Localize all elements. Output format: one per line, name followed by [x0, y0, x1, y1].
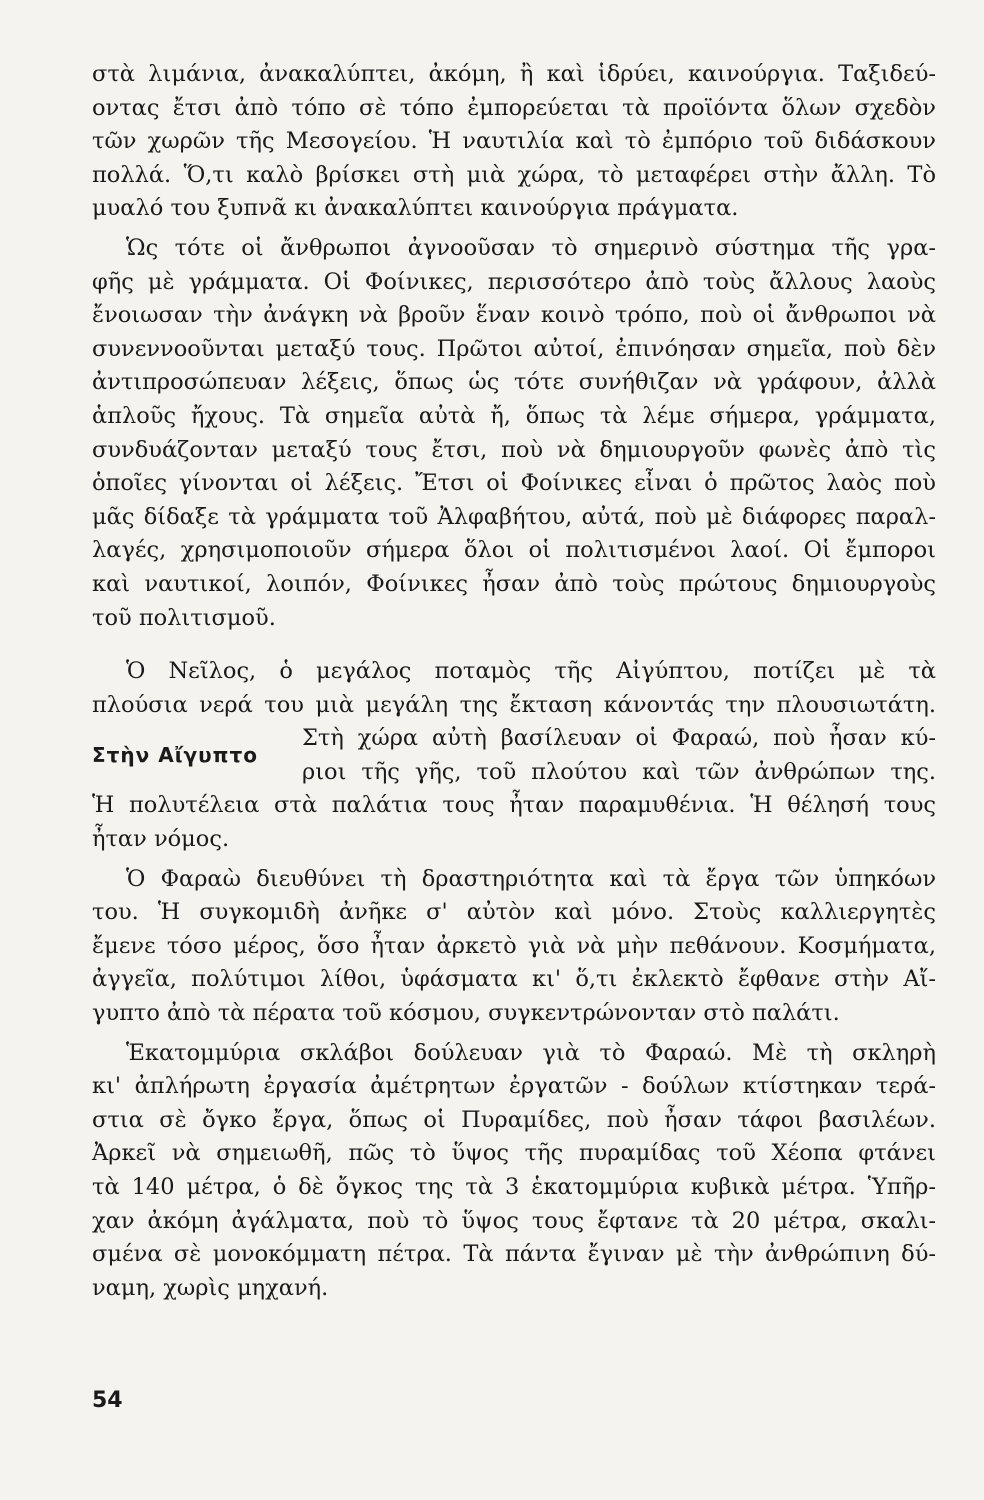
text-line: μυαλό του ξυπνᾶ κι ἀνακαλύπτει καινούργια πράγματα. [92, 195, 739, 222]
text-line: τὰ 140 μέτρα, ὁ δὲ ὄγκος της τὰ 3 ἑκατομμύρια κυβικὰ μέτρα. Ὑπῆρ- [92, 1174, 936, 1200]
text-line: χαν ἀκόμη ἀγάλματα, ποὺ τὸ ὕψος τους ἔφτανε τὰ 20 μέτρα, σκαλι- [92, 1207, 936, 1234]
text-line: Ἡ πολυτέλεια στὰ παλάτια τους ἦταν παραμυθένια. Ἡ θέλησή τους [92, 792, 936, 819]
text-line: ἦταν νόμος. [92, 826, 230, 853]
text-line: οντας ἔτσι ἀπὸ τόπο σὲ τόπο ἐμπορεύεται τὰ προϊόντα ὅλων σχεδὸν [92, 94, 936, 121]
page-number: 54 [92, 1388, 123, 1413]
paragraph-nile [92, 655, 936, 857]
text-line: λαγές, χρησιμοποιοῦν σήμερα ὅλοι οἱ πολιτισμένοι λαοί. Οἱ ἔμποροι [92, 537, 936, 564]
text-line: καὶ ναυτικοί, λοιπόν, Φοίνικες ἦσαν ἀπὸ τοὺς πρώτους δημιουργοὺς [92, 570, 936, 597]
text-line: Ὁ Νεῖλος, ὁ μεγάλος ποταμὸς τῆς Αἰγύπτου, ποτίζει μὲ τὰ [126, 658, 936, 685]
text-line: πολλά. Ὅ,τι καλὸ βρίσκει στὴ μιὰ χώρα, τὸ μεταφέρει στὴν ἄλλη. Τὸ [92, 161, 936, 188]
text-line: του. Ἡ συγκομιδὴ ἀνῆκε σ' αὐτὸν καὶ μόνο. Στοὺς καλλιεργητὲς [92, 899, 936, 926]
text-line: ἁπλοῦς ἤχους. Τὰ σημεῖα αὐτὰ ἤ, ὅπως τὰ λέμε σήμερα, γράμματα, [92, 402, 936, 429]
text-line: ἀγγεῖα, πολύτιμοι λίθοι, ὑφάσματα κι' ὅ,τι ἐκλεκτὸ ἔφθανε στὴν Αἴ- [92, 966, 936, 993]
text-line: ναμη, χωρὶς μηχανή. [92, 1274, 329, 1301]
text-line: κι' ἀπλήρωτη ἐργασία ἀμέτρητων ἐργατῶν - δούλων κτίστηκαν τερά- [92, 1073, 936, 1100]
text-line: ριοι τῆς γῆς, τοῦ πλούτου καὶ τῶν ἀνθρώπων της. [302, 758, 936, 785]
body-text [92, 58, 936, 1305]
text-line: Ὡς τότε οἱ ἄνθρωποι ἀγνοοῦσαν τὸ σημερινὸ σύστημα τῆς γρα- [126, 234, 936, 261]
text-line: σμένα σὲ μονοκόμματη πέτρα. Τὰ πάντα ἔγιναν μὲ τὴν ἀνθρώπινη δύ- [92, 1241, 936, 1268]
text-line: συνεννοοῦνται μεταξύ τους. Πρῶτοι αὐτοί, ἐπινόησαν σημεῖα, ποὺ δὲν [92, 335, 936, 362]
text-line: πλούσια νερά του μιὰ μεγάλη της ἔκταση κάνοντάς την πλουσιωτάτη. [92, 691, 936, 718]
side-heading: Στὴν Αἴγυπτο [92, 743, 258, 768]
text-line: φῆς μὲ γράμματα. Οἱ Φοίνικες, περισσότερο ἀπὸ τοὺς ἄλλους λαοὺς [92, 268, 936, 295]
text-line: Ἀρκεῖ νὰ σημειωθῆ, πῶς τὸ ὕψος τῆς πυραμίδας τοῦ Χέοπα φτάνει [92, 1140, 936, 1167]
text-line: μᾶς δίδαξε τὰ γράμματα τοῦ Ἀλφαβήτου, αὐτά, ποὺ μὲ διάφορες παραλ- [92, 503, 936, 530]
text-line: Ἑκατομμύρια σκλάβοι δούλευαν γιὰ τὸ Φαραώ. Μὲ τὴ σκληρὴ [126, 1039, 936, 1066]
text-line: ἔμενε τόσο μέρος, ὅσο ἦταν ἀρκετὸ γιὰ νὰ μὴν πεθάνουν. Κοσμήματα, [92, 932, 936, 959]
text-line: γυπτο ἀπὸ τὰ πέρατα τοῦ κόσμου, συγκεντρώνονταν στὸ παλάτι. [92, 1000, 840, 1027]
paragraph-alphabet [92, 232, 936, 635]
text-line: στὰ λιμάνια, ἀνακαλύπτει, ἀκόμη, ἢ καὶ ἱδρύει, καινούργια. Ταξιδεύ- [92, 61, 936, 87]
text-line: ἔνοιωσαν τὴν ἀνάγκη νὰ βροῦν ἕναν κοινὸ τρόπο, ποὺ οἱ ἄνθρωποι νὰ [92, 302, 936, 329]
text-line: ἀντιπροσώπευαν λέξεις, ὅπως ὡς τότε συνήθιζαν νὰ γράφουν, ἀλλὰ [92, 369, 936, 396]
side-heading-block [92, 722, 936, 789]
paragraph-pyramids [92, 1037, 936, 1306]
paragraph-phoenician-trade [92, 58, 936, 226]
text-line: συνδυάζονταν μεταξύ τους ἔτσι, ποὺ νὰ δημιουργοῦν φωνὲς ἀπὸ τὶς [92, 436, 936, 463]
text-line: Ὁ Φαραὼ διευθύνει τὴ δραστηριότητα καὶ τὰ ἔργα τῶν ὑπηκόων [126, 865, 936, 892]
text-line: Στὴ χώρα αὐτὴ βασίλευαν οἱ Φαραώ, ποὺ ἦσαν κύ- [302, 725, 936, 752]
text-line: τοῦ πολιτισμοῦ. [92, 604, 276, 631]
text-line: ὁποῖες γίνονται οἱ λέξεις. Ἔτσι οἱ Φοίνικες εἶναι ὁ πρῶτος λαὸς ποὺ [92, 470, 936, 497]
side-lines [302, 722, 936, 789]
text-line: τῶν χωρῶν τῆς Μεσογείου. Ἡ ναυτιλία καὶ τὸ ἐμπόριο τοῦ διδάσκουν [92, 128, 936, 155]
paragraph-pharaoh [92, 863, 936, 1031]
text-line: στια σὲ ὄγκο ἔργα, ὅπως οἱ Πυραμίδες, ποὺ ἦσαν τάφοι βασιλέων. [92, 1106, 936, 1133]
